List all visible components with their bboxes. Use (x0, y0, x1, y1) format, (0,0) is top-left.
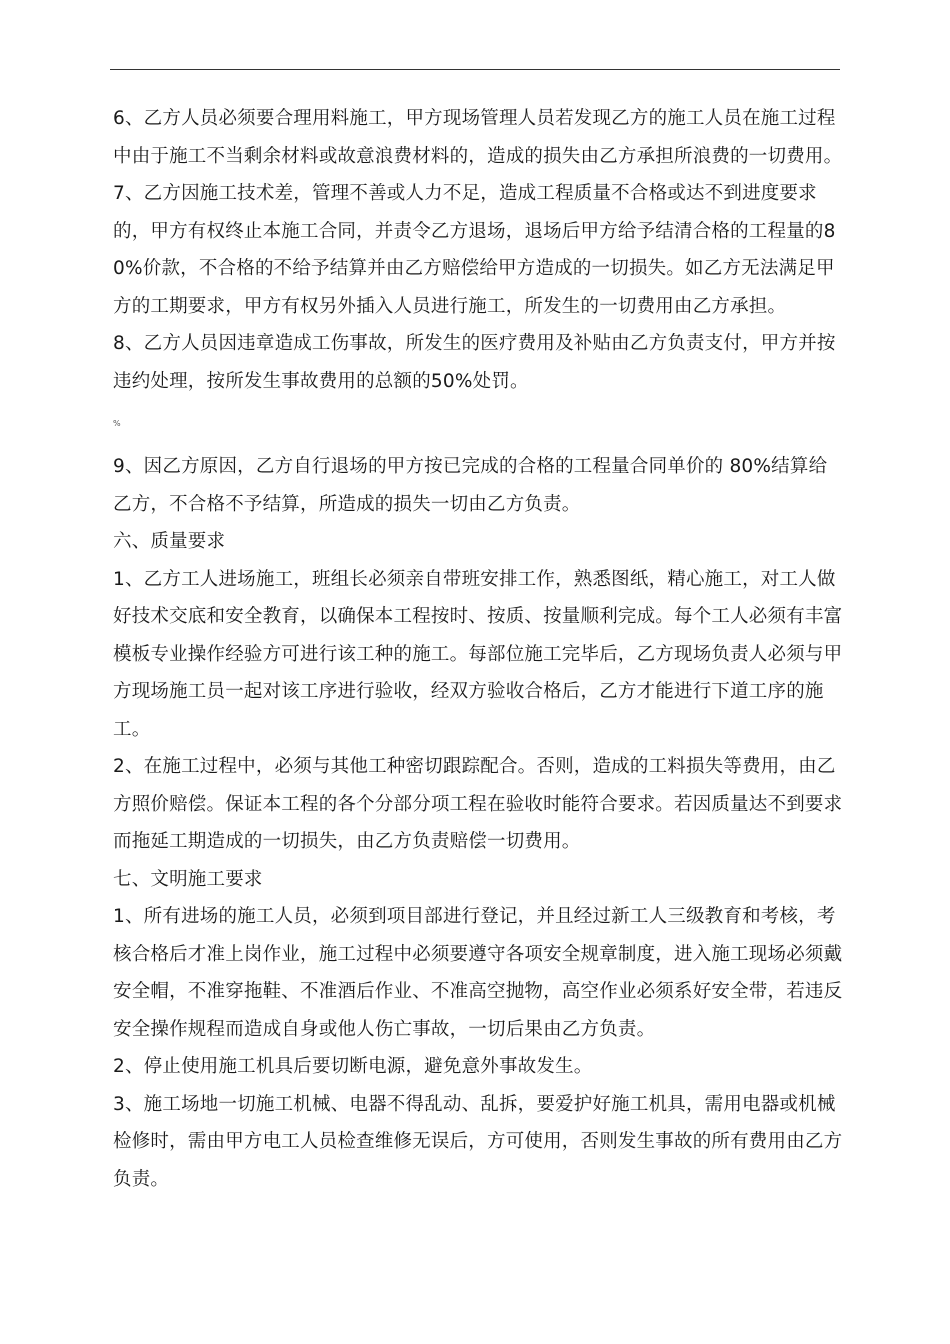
clause-9: 9、因乙方原因，乙方自行退场的甲方按已完成的合格的工程量合同单价的 80%结算给乙方，不合格不予结算，所造成的损失一切由乙方负责。 (113, 456, 828, 515)
section-heading-quality: 六、质量要求 (113, 531, 226, 552)
civilized-clause-3: 3、施工场地一切施工机械、电器不得乱动、乱拆，要爱护好施工机具，需用电器或机械检修时，需由甲方电工人员检查维修无误后，方可使用，否则发生事故的所有费用由乙方负责。 (113, 1093, 843, 1190)
civilized-clause-2: 2、停止使用施工机具后要切断电源，避免意外事故发生。 (113, 1056, 593, 1077)
header-rule (110, 69, 840, 70)
clause-7: 7、乙方因施工技术差，管理不善或人力不足，造成工程质量不合格或达不到进度要求的，甲方有权终止本施工合同，并责令乙方退场，退场后甲方给予结清合格的工程量的80%价款，不合格的不给予结算并由乙方赔偿给甲方造成的一切损失。如乙方无法满足甲方的工期要求，甲方有权另外插入人员进行施工，所发生的一切费用由乙方承担。 (113, 183, 836, 317)
document-body (113, 100, 843, 1198)
civilized-clause-1: 1、所有进场的施工人员，必须到项目部进行登记，并且经过新工人三级教育和考核，考核合格后才准上岗作业，施工过程中必须要遵守各项安全规章制度，进入施工现场必须戴安全帽，不准穿拖鞋、不准酒后作业、不准高空抛物，高空作业必须系好安全带，若违反安全操作规程而造成自身或他人伤亡事故，一切后果由乙方负责。 (113, 906, 843, 1040)
section-heading-civilized-construction: 七、文明施工要求 (113, 868, 263, 890)
clause-6: 6、乙方人员必须要合理用料施工，甲方现场管理人员若发现乙方的施工人员在施工过程中由于施工不当剩余材料或故意浪费材料的，造成的损失由乙方承担所浪费的一切费用。 (113, 108, 843, 167)
quality-clause-1: 1、乙方工人进场施工，班组长必须亲自带班安排工作，熟悉图纸，精心施工，对工人做好技术交底和安全教育，以确保本工程按时、按质、按量顺利完成。每个工人必须有丰富模板专业操作经验方可进行该工种的施工。每部位施工完毕后，乙方现场负责人必须与甲方现场施工员一起对该工序进行验收，经双方验收合格后，乙方才能进行下道工序的施工。 (113, 568, 843, 740)
clause-8: 8、乙方人员因违章造成工伤事故，所发生的医疗费用及补贴由乙方负责支付，甲方并按违约处理，按所发生事故费用的总额的50%处罚。 (113, 333, 836, 392)
quality-clause-2: 2、在施工过程中，必须与其他工种密切跟踪配合。否则，造成的工料损失等费用，由乙方照价赔偿。保证本工程的各个分部分项工程在验收时能符合要求。若因质量达不到要求而拖延工期造成的一切损失，由乙方负责赔偿一切费用。 (113, 756, 843, 852)
stray-marker: % (113, 419, 121, 428)
